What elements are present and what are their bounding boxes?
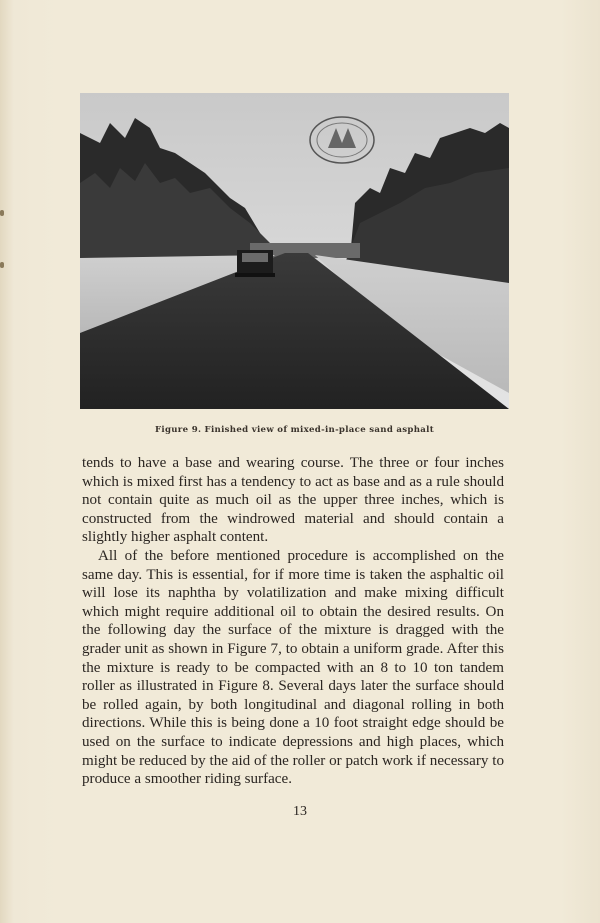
body-text [82, 454, 504, 789]
figure-photo [80, 93, 509, 409]
figure-caption: Figure 9. Finished view of mixed-in-place sand asphalt [154, 425, 434, 435]
binding-mark [0, 262, 4, 268]
page-number: 13 [293, 804, 307, 819]
paragraph: tends to have a base and wearing course. The three or four inches which is mixed first has a tendency to act as base and as a rule should not contain quite as much oil as the upper three inches, which is constructed from the windrowed material and should contain a slightly higher asphalt content. [82, 455, 504, 546]
paragraph: All of the before mentioned procedure is accomplished on the same day. This is essential, for if more time is taken the asphaltic oil will lose its naphtha by volatilization and make mixing difficult which might require additional oil to obtain the desired results. On the following day the surface of the mixture is dragged with the grader unit as shown in Figure 7, to obtain a uniform grade. After this the mixture is ready to be compacted with an 8 to 10 ton tandem roller as illustrated in Figure 8. Several days later the surface should be rolled again, by both longitudinal and diagonal rolling in both directions. While this is being done a 10 foot straight edge should be used on the surface to indicate depressions and high places, which might be reduced by the aid of the roller or patch work if necessary to produce a smoother riding surface. [82, 547, 504, 788]
binding-mark [0, 210, 4, 216]
